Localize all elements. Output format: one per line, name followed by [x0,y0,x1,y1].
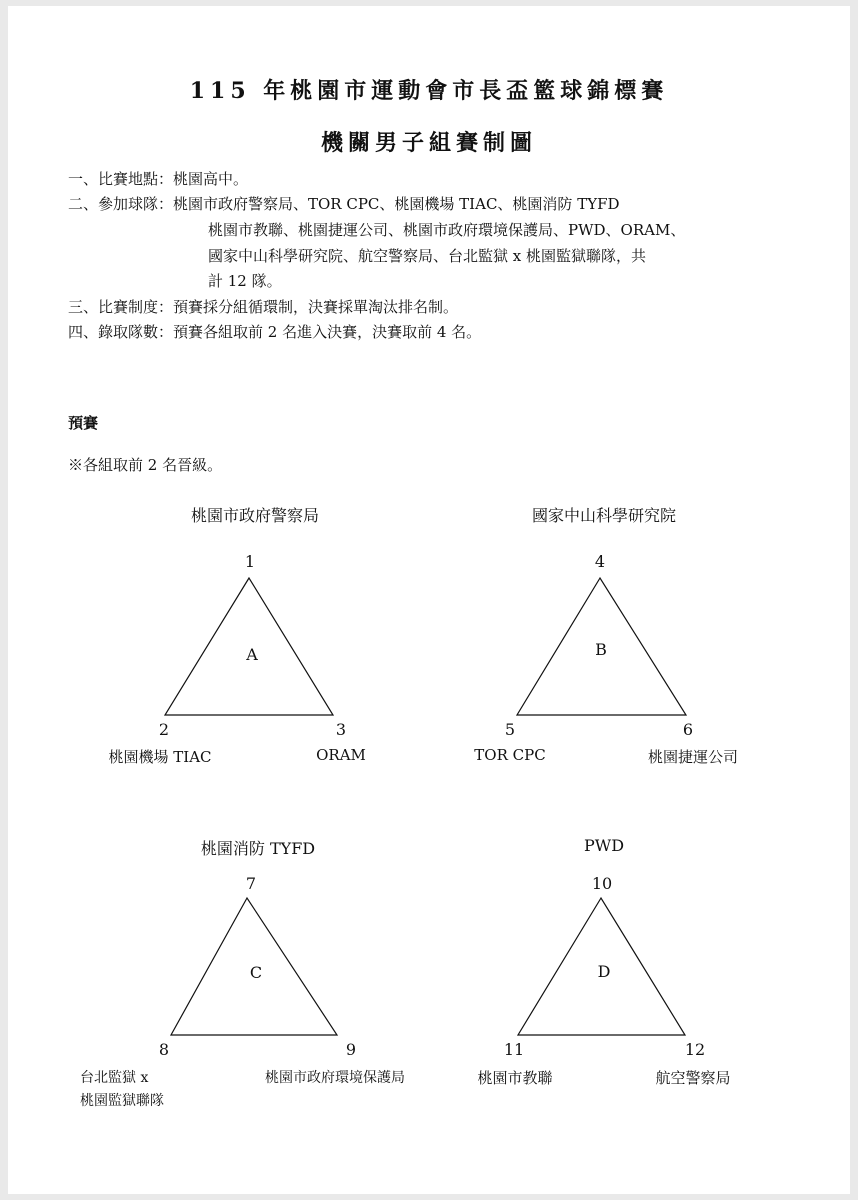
team-name: 桃園市政府環境保護局 [265,1070,405,1086]
seed-number: 8 [158,1040,170,1059]
group-letter: C [249,963,263,982]
info-teams-cont: 桃園市教聯、桃園捷運公司、桃園市政府環境保護局、PWD、ORAM、 [208,221,686,239]
seed-number: 7 [245,874,257,893]
seed-number: 2 [158,720,170,739]
group-d-header: PWD [583,836,625,855]
prelim-heading: 預賽 [68,414,99,432]
team-name: 台北監獄 x [80,1070,149,1086]
group-letter: B [595,640,607,659]
team-name: 桃園監獄聯隊 [80,1093,164,1109]
seed-number: 1 [244,552,256,571]
seed-number: 9 [345,1040,357,1059]
team-name: 航空警察局 [655,1069,731,1087]
group-a-header: 桃園市政府警察局 [190,506,320,525]
info-teams-cont: 國家中山科學研究院、航空警察局、台北監獄 x 桃園監獄聯隊，共 [208,247,646,265]
info-teams: 二、參加球隊：桃園市政府警察局、TOR CPC、桃園機場 TIAC、桃園消防 TYFD [68,195,620,213]
group-letter: D [597,962,611,981]
team-name: ORAM [316,746,366,764]
team-name: TOR CPC [474,746,546,764]
group-b-header: 國家中山科學研究院 [531,506,677,525]
info-format: 三、比賽制度：預賽採分組循環制，決賽採單淘汰排名制。 [68,298,459,316]
seed-number: 10 [591,874,613,893]
info-teams-cont: 計 12 隊。 [208,272,282,290]
seed-number: 3 [335,720,347,739]
group-c-header: 桃園消防 TYFD [200,839,316,858]
prelim-note: ※各組取前 2 名晉級。 [68,456,223,474]
seed-number: 4 [594,552,606,571]
seed-number: 12 [684,1040,706,1059]
seed-number: 5 [504,720,516,739]
seed-number: 6 [682,720,694,739]
info-venue: 一、比賽地點：桃園高中。 [68,170,249,188]
seed-number: 11 [503,1040,525,1059]
team-name: 桃園捷運公司 [647,748,739,766]
team-name: 桃園機場 TIAC [108,748,212,766]
group-letter: A [246,645,258,664]
page-title: 115 年桃園市運動會市長盃籃球錦標賽 [189,78,669,104]
page-subtitle: 機關男子組賽制圖 [320,130,537,156]
team-name: 桃園市教聯 [477,1069,553,1087]
info-qualify: 四、錄取隊數：預賽各組取前 2 名進入決賽，決賽取前 4 名。 [68,323,482,341]
